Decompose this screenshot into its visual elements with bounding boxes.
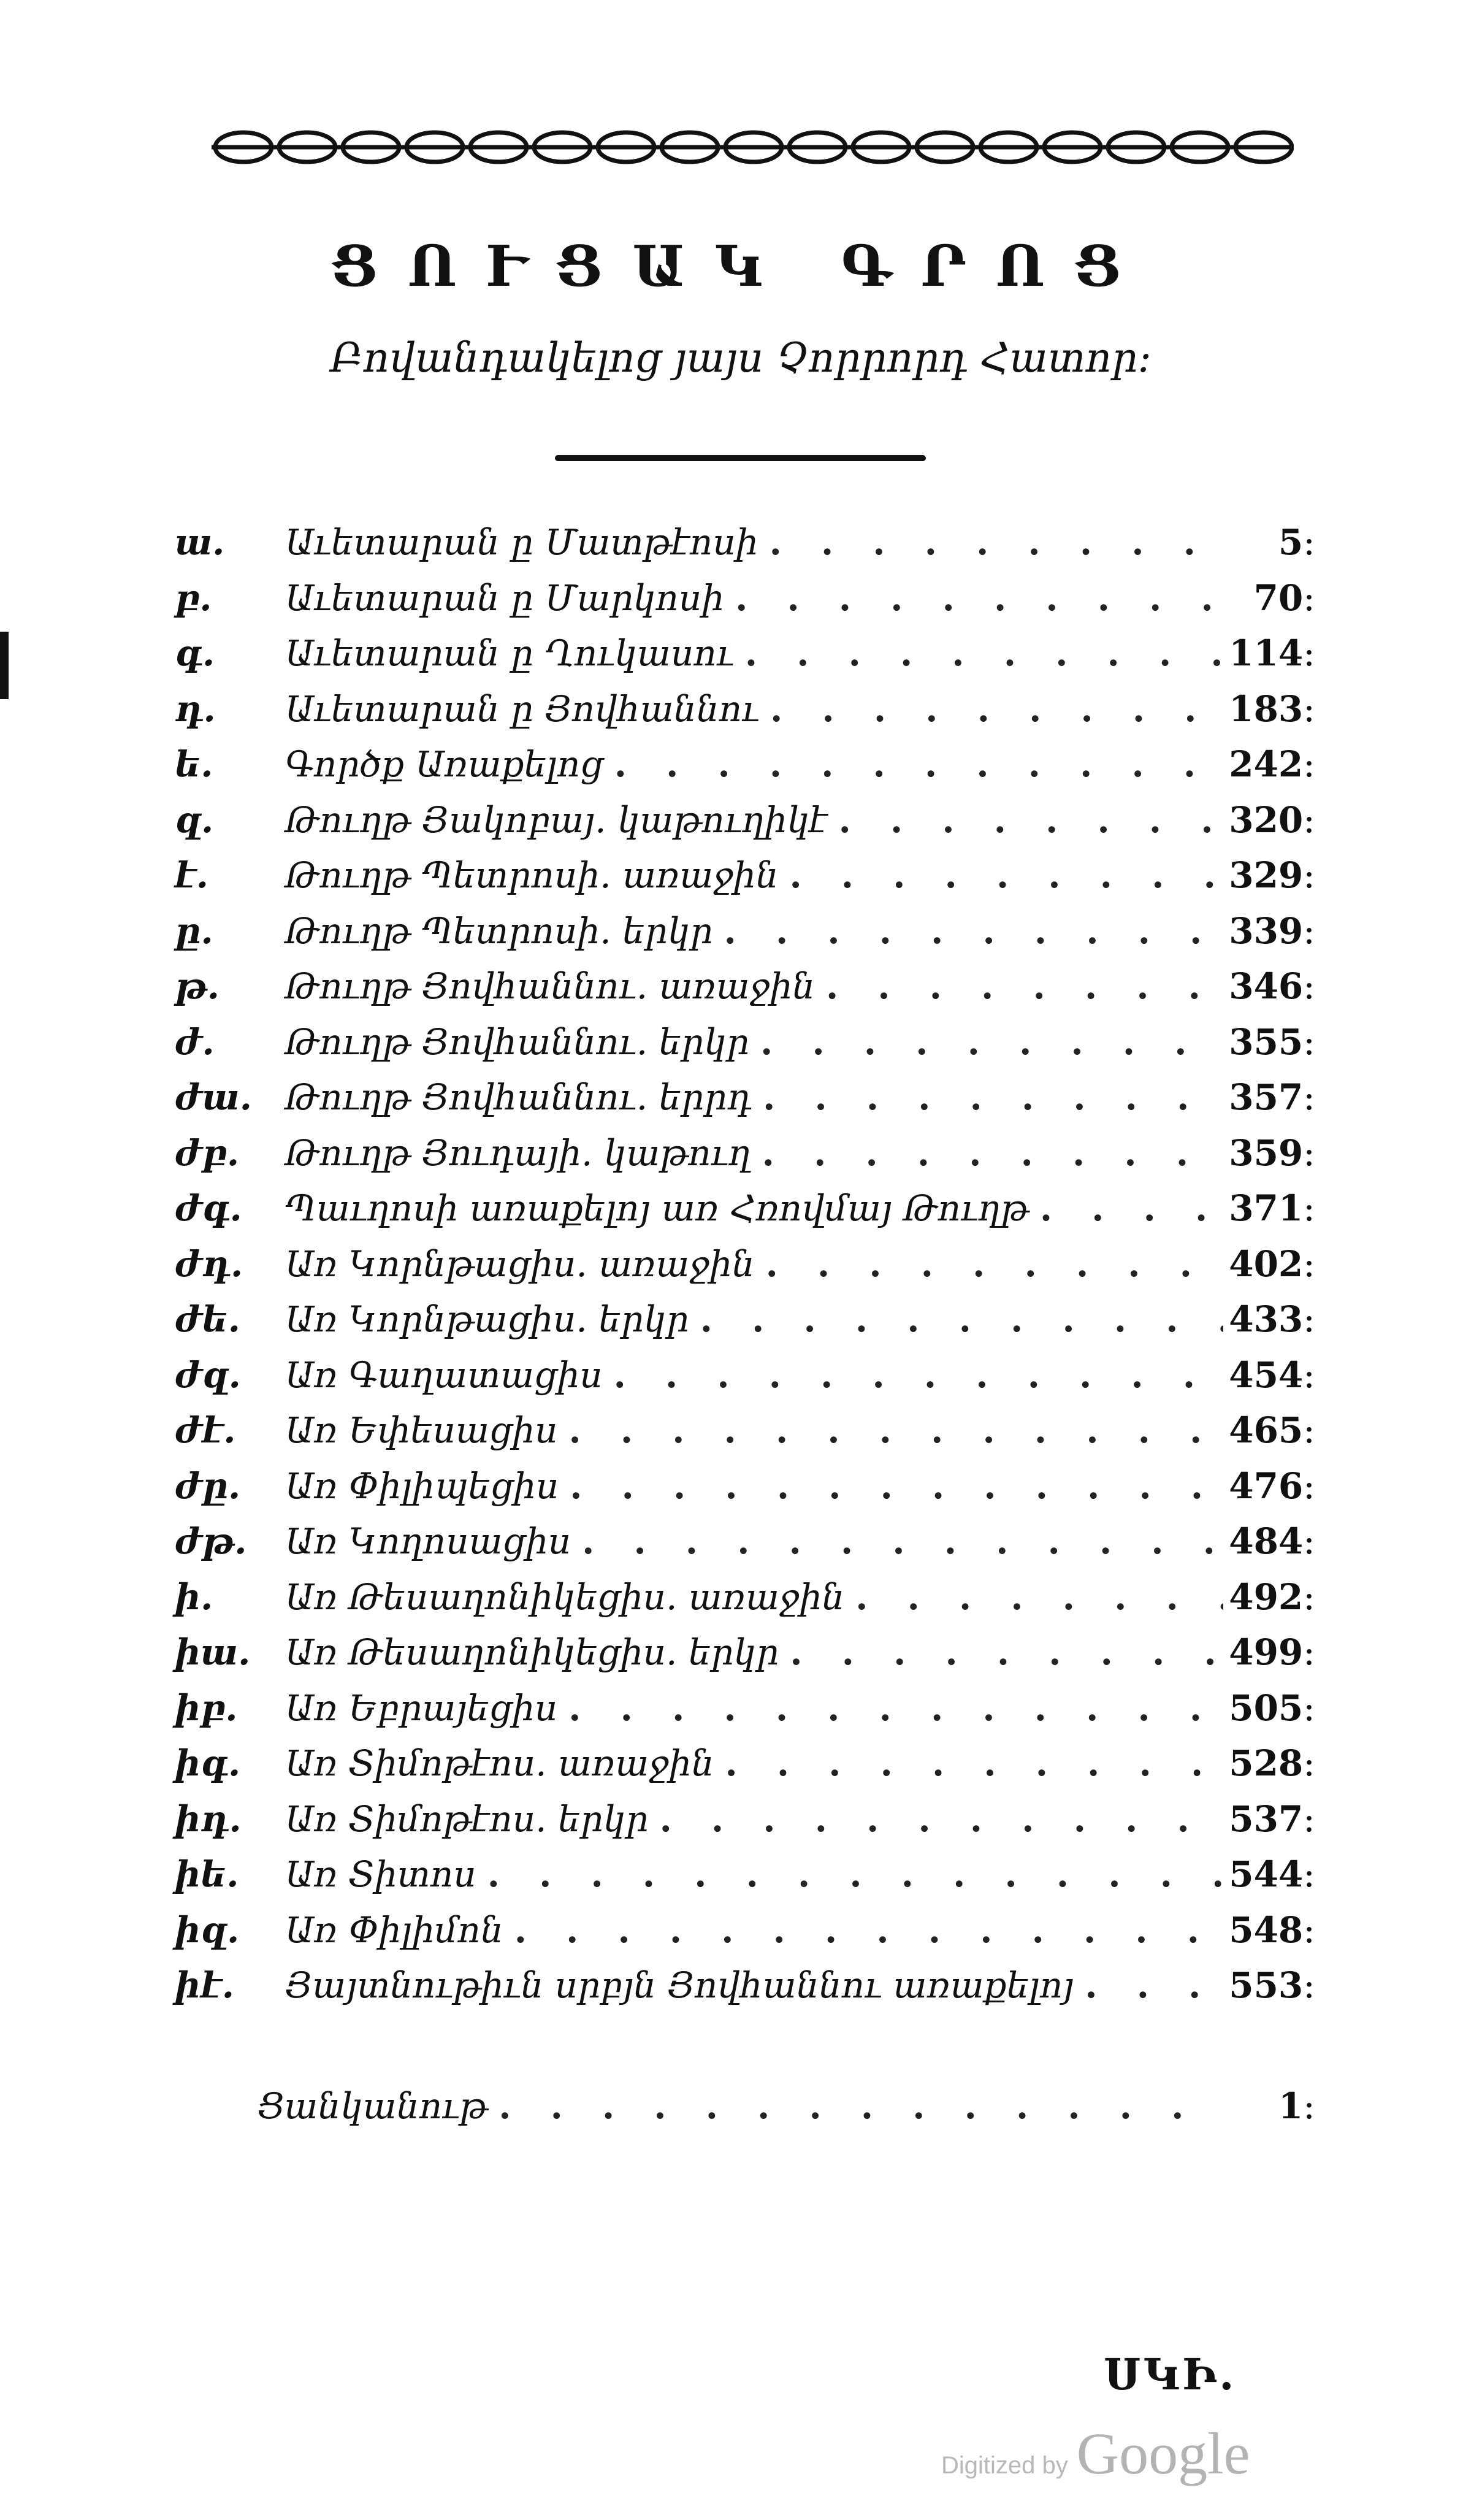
digitized-label: Digitized by <box>941 2452 1068 2479</box>
dot-leader <box>487 2085 1223 2127</box>
toc-row <box>175 1576 1315 1632</box>
toc-page: 183։ <box>1229 687 1315 730</box>
toc-number: ժե. <box>175 1298 240 1340</box>
toc-number: ժա. <box>175 1076 252 1118</box>
toc-number: ժդ. <box>175 1243 243 1285</box>
toc-title: Առ Թեսաղոնիկեցիս. երկր <box>285 1631 779 1673</box>
toc-number: իդ. <box>175 1798 242 1840</box>
toc-title: Թուղթ Յովհաննու. առաջին <box>285 965 815 1007</box>
toc-page: 505։ <box>1229 1687 1315 1729</box>
dot-leader <box>1074 1964 1223 2006</box>
toc-number: իե. <box>175 1853 239 1895</box>
toc-page: 528։ <box>1229 1742 1315 1784</box>
toc-row <box>175 965 1315 1021</box>
toc-row <box>175 743 1315 799</box>
digitized-watermark <box>941 2419 1250 2487</box>
toc-number: ժզ. <box>175 1354 241 1396</box>
toc-page: 476։ <box>1229 1465 1315 1507</box>
toc-row <box>175 1798 1315 1854</box>
dot-leader <box>779 1631 1223 1673</box>
toc-number: դ. <box>175 687 216 730</box>
toc-page: 70։ <box>1253 576 1315 619</box>
dot-leader <box>603 743 1223 785</box>
toc-number: ժէ. <box>175 1409 236 1451</box>
toc-row <box>175 854 1315 910</box>
dot-leader <box>734 632 1223 674</box>
toc-row <box>175 1243 1315 1299</box>
toc-title: Պաւղոսի առաքելոյ առ Հռովմայ Թուղթ <box>285 1187 1029 1229</box>
toc-title: Առ Եբրայեցիս <box>285 1687 558 1729</box>
dot-leader <box>751 1132 1223 1174</box>
toc-row <box>175 521 1315 577</box>
toc-title: Թուղթ Պետրոսի. առաջին <box>285 854 779 896</box>
toc-title: Աւետարան ը Յովհաննու <box>285 687 760 730</box>
toc-number: իգ. <box>175 1742 241 1784</box>
toc-number: իա. <box>175 1631 251 1673</box>
toc-title: Յայտնութիւն սրբյն Յովհաննու առաքելոյ <box>285 1964 1074 2006</box>
toc-row <box>175 632 1315 688</box>
toc-title: Թուղթ Յակոբայ. կաթուղիկէ <box>285 799 828 841</box>
toc-page: 320։ <box>1229 799 1315 841</box>
toc-row <box>175 910 1315 966</box>
printer-signature: ՍԿԻ. <box>1104 2349 1237 2400</box>
toc-row <box>175 1187 1315 1243</box>
toc-row <box>175 799 1315 855</box>
digitized-brand: Google <box>1076 2421 1250 2486</box>
dot-leader <box>571 1520 1223 1562</box>
toc-row <box>175 1742 1315 1798</box>
dot-leader <box>713 910 1223 952</box>
toc-row <box>175 1631 1315 1687</box>
toc-number: ժբ. <box>175 1132 240 1174</box>
toc-page: 357։ <box>1229 1076 1315 1118</box>
toc-page: 544։ <box>1229 1853 1315 1895</box>
toc-row <box>175 688 1315 744</box>
dot-leader <box>749 1021 1223 1063</box>
toc-row <box>175 1687 1315 1743</box>
toc-title: Աւետարան ը Մատթէոսի <box>285 521 758 563</box>
toc-number: ե. <box>175 743 213 785</box>
toc-title: Թուղթ Պետրոսի. երկր <box>285 910 713 952</box>
toc-title: Թուղթ Յովհաննու. երրդ <box>285 1076 752 1118</box>
dot-leader <box>828 799 1223 841</box>
dot-leader <box>759 688 1223 730</box>
toc-number: ժը. <box>175 1465 241 1507</box>
toc-row <box>175 1909 1315 1965</box>
toc-title: Առ Կորնթացիս. առաջին <box>285 1243 755 1285</box>
toc-row <box>175 1298 1315 1354</box>
toc-page: 242։ <box>1229 743 1315 785</box>
toc-page: 484։ <box>1229 1520 1315 1562</box>
toc-number: ժգ. <box>175 1187 242 1229</box>
toc-number: ը. <box>175 910 213 952</box>
toc-page: 339։ <box>1229 910 1315 952</box>
page-title: ՑՈՒՑԱԿ ԳՐՈՑ <box>330 233 1152 299</box>
toc-page: 329։ <box>1229 854 1315 896</box>
dot-leader <box>557 1409 1223 1451</box>
toc-number: իէ. <box>175 1964 234 2006</box>
toc-page: 402։ <box>1229 1243 1315 1285</box>
dot-leader <box>649 1798 1223 1840</box>
toc-page: 5։ <box>1278 521 1315 563</box>
toc-number: է. <box>175 854 208 896</box>
dot-leader <box>755 1243 1223 1285</box>
dot-leader <box>557 1687 1223 1729</box>
dot-leader <box>689 1298 1223 1340</box>
toc-title: Առ Փիլիպեցիս <box>285 1465 559 1507</box>
toc-title: Աւետարան ը Մարկոսի <box>285 576 725 619</box>
table-of-contents <box>175 521 1315 2020</box>
toc-row <box>175 1409 1315 1465</box>
ornamental-border <box>212 126 1294 169</box>
toc-page: 537։ <box>1229 1798 1315 1840</box>
toc-page: 433։ <box>1229 1298 1315 1340</box>
toc-title: Առ Տիմոթէոս. առաջին <box>285 1742 714 1784</box>
dot-leader <box>559 1465 1223 1507</box>
toc-row <box>175 1076 1315 1132</box>
dot-leader <box>752 1076 1223 1118</box>
dot-leader <box>1029 1187 1223 1229</box>
toc-row <box>175 1964 1315 2020</box>
toc-number: իզ. <box>175 1909 240 1951</box>
dot-leader <box>815 965 1223 1007</box>
toc-title: Առ Թեսաղոնիկեցիս. առաջին <box>285 1576 845 1618</box>
toc-page: 499։ <box>1229 1631 1315 1673</box>
toc-title: Առ Գաղատացիս <box>285 1354 603 1396</box>
dot-leader <box>779 854 1224 896</box>
toc-title: Առ Տիմոթէոս. երկր <box>285 1798 649 1840</box>
index-entry <box>258 2085 1315 2127</box>
toc-row <box>175 1132 1315 1188</box>
dot-leader <box>476 1853 1223 1895</box>
toc-number: ժթ. <box>175 1520 247 1562</box>
dot-leader <box>724 577 1223 619</box>
toc-title: Թուղթ Յովհաննու. երկր <box>285 1021 750 1063</box>
toc-row <box>175 1465 1315 1521</box>
dot-leader <box>758 521 1223 563</box>
toc-number: գ. <box>175 632 215 674</box>
title-rule <box>555 455 926 461</box>
toc-row <box>175 1354 1315 1410</box>
toc-title: Գործք Առաքելոց <box>285 743 603 785</box>
toc-number: ա. <box>175 521 225 563</box>
toc-page: 492։ <box>1229 1576 1315 1618</box>
toc-page: 359։ <box>1229 1132 1315 1174</box>
toc-title: Առ Կորնթացիս. երկր <box>285 1298 689 1340</box>
dot-leader <box>603 1354 1223 1396</box>
dot-leader <box>844 1576 1223 1618</box>
dot-leader <box>503 1909 1223 1951</box>
toc-number: ի. <box>175 1576 213 1618</box>
toc-row <box>175 1853 1315 1909</box>
index-title: Ցանկանութ <box>258 2085 488 2127</box>
toc-row <box>175 577 1315 633</box>
toc-row <box>175 1520 1315 1576</box>
toc-title: Առ Փիլիմոն <box>285 1909 503 1951</box>
toc-row <box>175 1021 1315 1077</box>
page-subtitle: Բովանդակելոց յայս Չորրորդ Հատոր։ <box>330 334 1152 381</box>
toc-page: 346։ <box>1229 965 1315 1007</box>
toc-number: ժ. <box>175 1021 215 1063</box>
index-page: 1։ <box>1278 2085 1315 2127</box>
toc-number: իբ. <box>175 1687 238 1729</box>
toc-number: զ. <box>175 799 214 841</box>
toc-page: 465։ <box>1229 1409 1315 1451</box>
toc-page: 114։ <box>1229 632 1315 674</box>
toc-page: 553։ <box>1229 1964 1315 2006</box>
toc-page: 454։ <box>1229 1354 1315 1396</box>
toc-page: 355։ <box>1229 1021 1315 1063</box>
toc-title: Առ Կողոսացիս <box>285 1520 571 1562</box>
toc-title: Աւետարան ը Ղուկասու <box>285 632 734 674</box>
toc-page: 548։ <box>1229 1909 1315 1951</box>
toc-number: թ. <box>175 965 220 1007</box>
toc-title: Առ Եփեսացիս <box>285 1409 558 1451</box>
toc-number: բ. <box>175 576 212 619</box>
toc-title: Առ Տիտոս <box>285 1853 476 1895</box>
page-edge-mark <box>0 632 9 699</box>
toc-title: Թուղթ Յուդայի. կաթուղ <box>285 1132 751 1174</box>
toc-page: 371։ <box>1229 1187 1315 1229</box>
dot-leader <box>714 1742 1223 1784</box>
